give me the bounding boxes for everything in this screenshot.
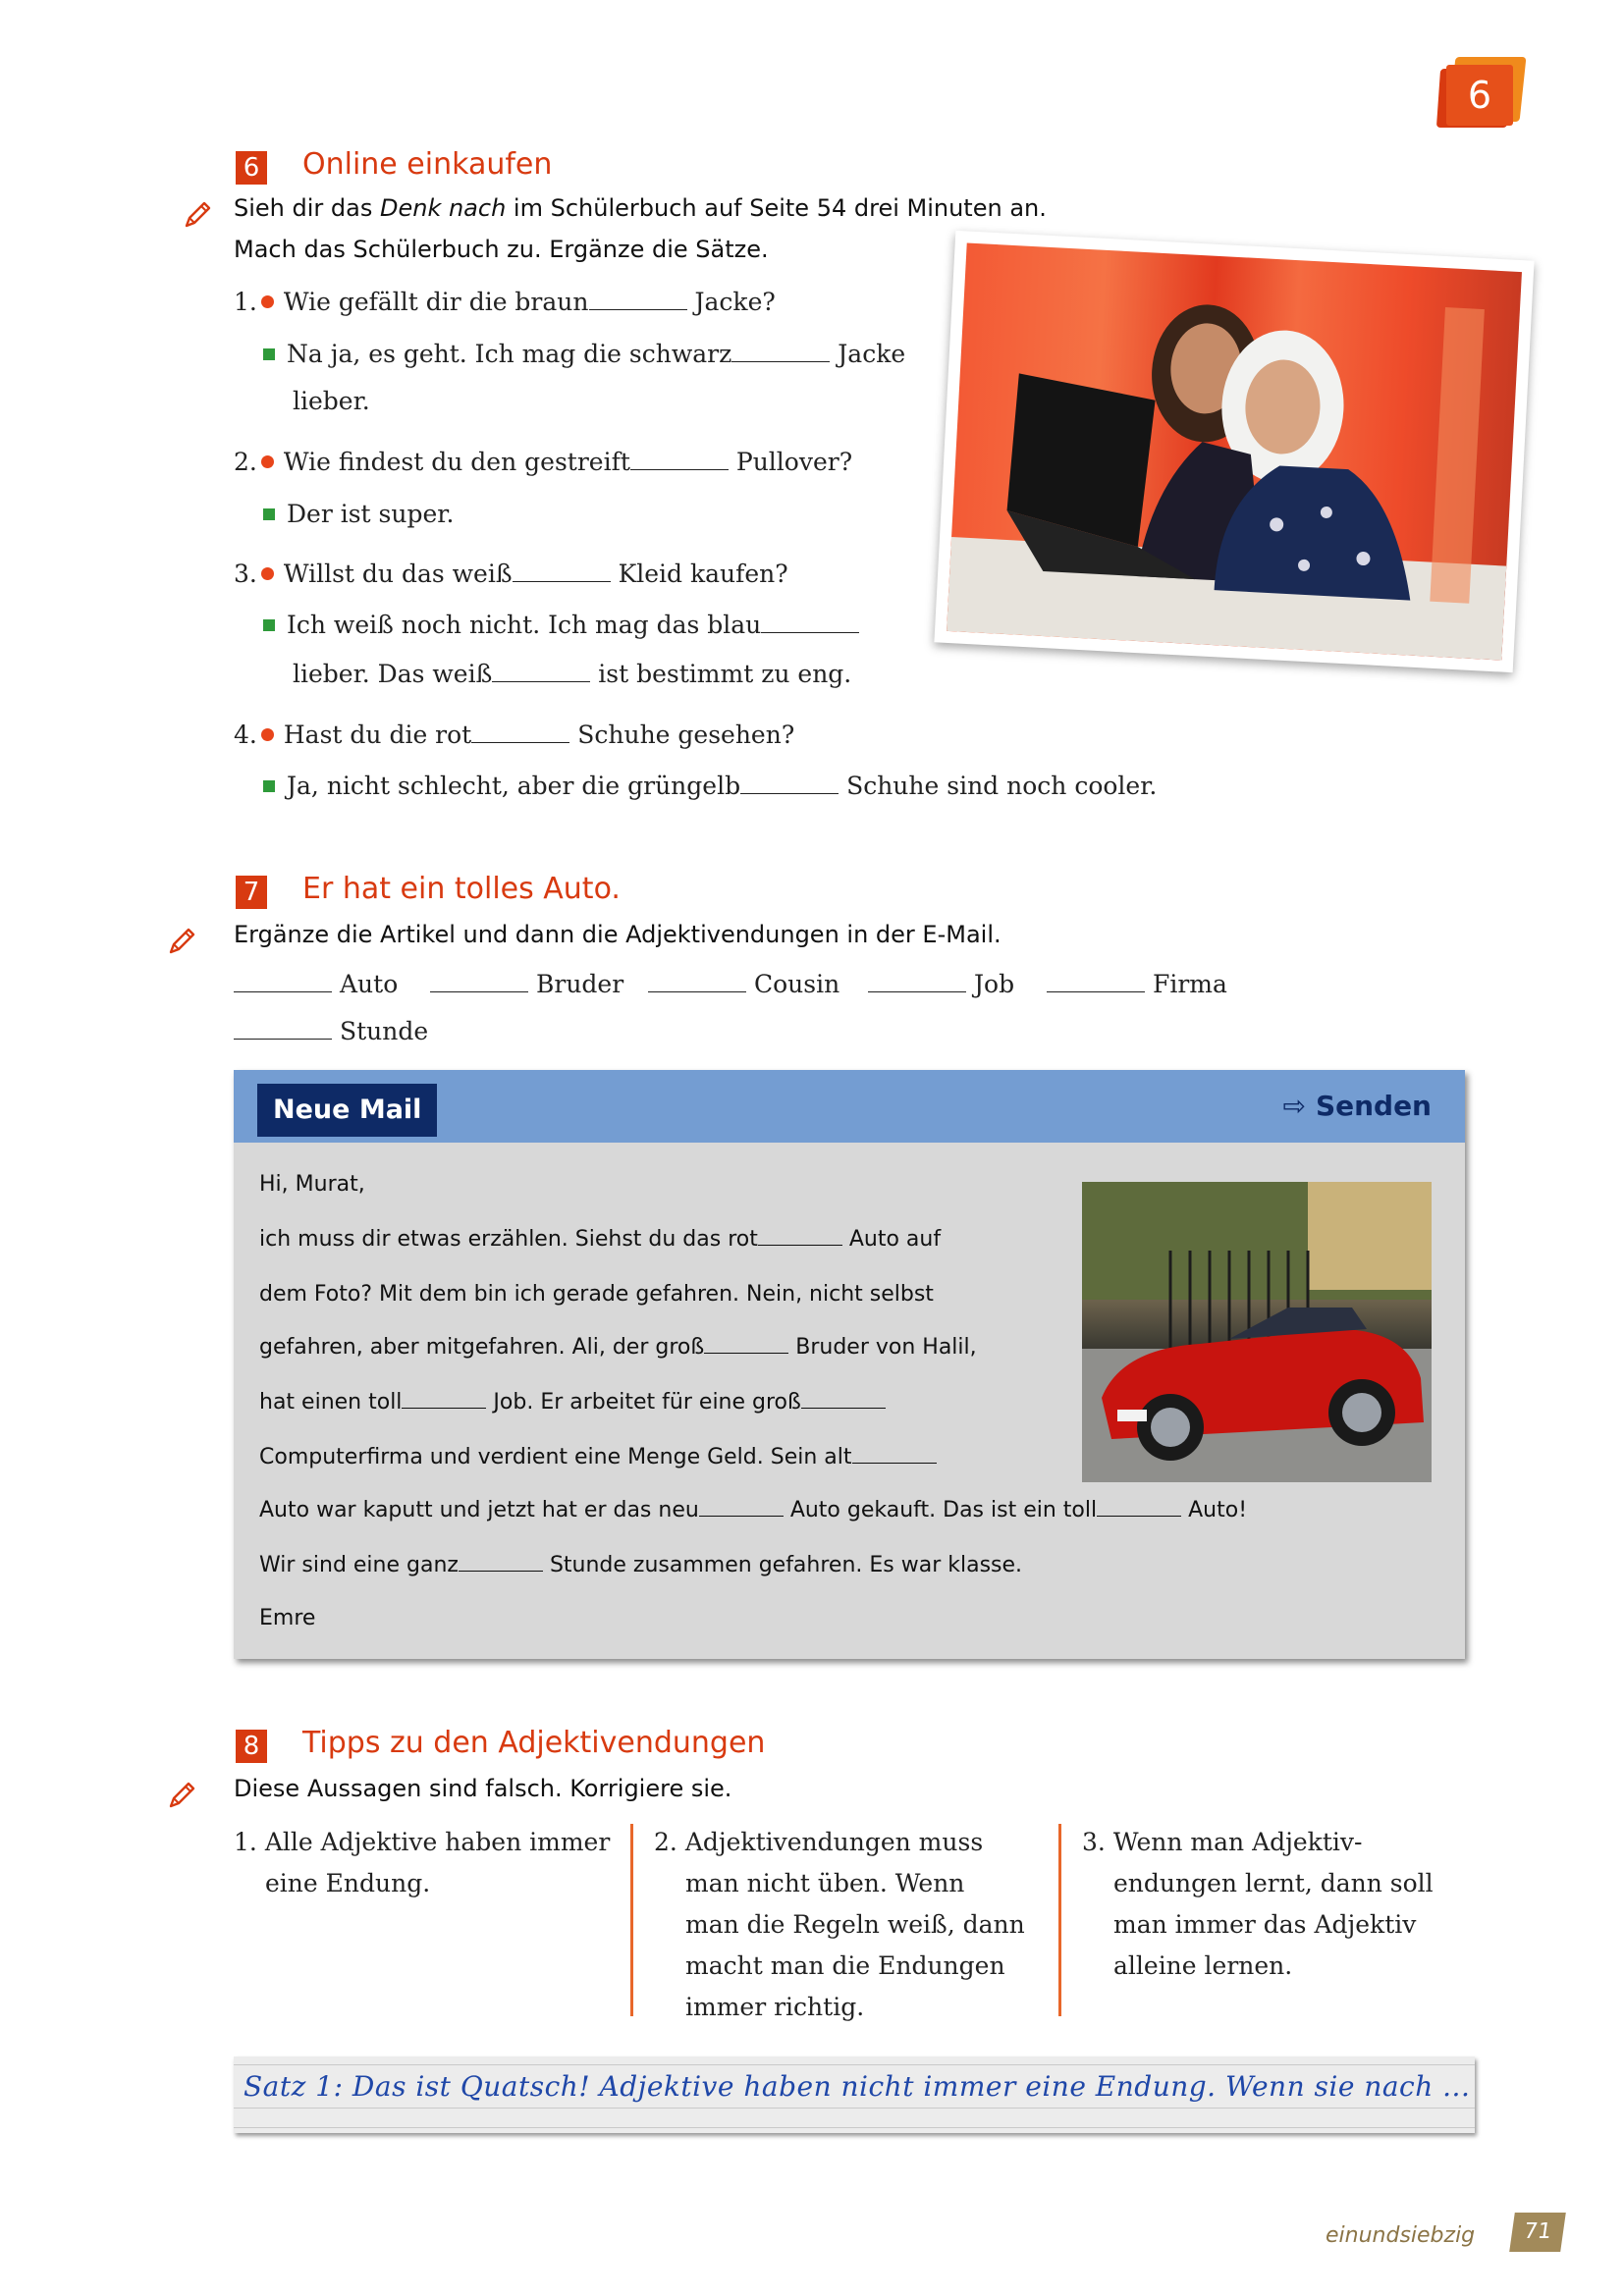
word-label: Stunde (340, 1017, 429, 1045)
blank-field[interactable] (761, 614, 859, 633)
blank-field[interactable] (731, 344, 830, 362)
section-8-number: 8 (236, 1730, 267, 1763)
answer-text: lieber. (293, 387, 370, 415)
email-signature: Emre (259, 1606, 316, 1630)
item-number: 2. (654, 1828, 677, 1856)
notebook-example-strip (234, 2056, 1475, 2133)
photo-illustration (947, 242, 1522, 660)
dialogue-question-2 (234, 448, 852, 476)
question-text: Jacke? (694, 288, 776, 316)
blank-field[interactable] (1097, 1502, 1181, 1517)
tip-text: man die Regeln weiß, dann (685, 1910, 1025, 1939)
handwritten-example: Satz 1: Das ist Quatsch! Adjektive haben nicht immer eine Endung. Wenn sie nach ... (244, 2070, 1471, 2103)
item-number: 1. (234, 1828, 257, 1856)
email-text: Wir sind eine ganz (259, 1553, 459, 1577)
tip-text: endungen lernt, dann soll (1113, 1869, 1434, 1897)
dialogue-question-1 (234, 288, 776, 316)
item-number: 4. (234, 721, 257, 749)
blank-field[interactable] (459, 1557, 543, 1572)
email-text: ich muss dir etwas erzählen. Siehst du das rot (259, 1227, 758, 1252)
section-7-instruction: Ergänze die Artikel und dann die Adjektivendungen in der E-Mail. (234, 921, 1001, 948)
email-title: Neue Mail (257, 1084, 437, 1137)
email-text: Auto war kaputt und jetzt hat er das neu (259, 1498, 699, 1522)
column-divider (630, 1824, 633, 2016)
email-text: Auto auf (848, 1227, 942, 1252)
pencil-icon (165, 1779, 198, 1812)
article-item-job (868, 970, 1014, 998)
blank-field[interactable] (1047, 974, 1145, 992)
tip-3 (1082, 1822, 1434, 1987)
chapter-number: 6 (1467, 74, 1492, 117)
question-text: Schuhe gesehen? (577, 721, 795, 749)
tip-text: macht man die Endungen (685, 1951, 1005, 1980)
item-number: 3. (234, 560, 257, 588)
question-text: Willst du das weiß (283, 560, 513, 588)
article-item-auto (234, 970, 398, 998)
email-text: Auto! (1188, 1498, 1248, 1522)
page-word: einundsiebzig (1326, 2223, 1476, 2248)
tip-text: man nicht üben. Wenn (685, 1869, 965, 1897)
section-6-instruction (234, 194, 1047, 222)
email-text: Stunde zusammen gefahren. Es war klasse. (549, 1553, 1023, 1577)
tip-text: Adjektivendungen muss (684, 1828, 984, 1856)
speaker-dot-icon (261, 567, 274, 580)
email-line (259, 1390, 886, 1415)
word-label: Cousin (754, 970, 840, 998)
word-label: Job (974, 970, 1015, 998)
blank-field[interactable] (758, 1231, 842, 1246)
photo-girls-laptop (934, 231, 1534, 672)
dialogue-question-3 (234, 560, 788, 588)
question-text: Wie findest du den gestreift (283, 448, 630, 476)
word-label: Firma (1153, 970, 1227, 998)
section-8-title: Tipps zu den Adjektivendungen (302, 1726, 766, 1760)
send-button[interactable] (1282, 1090, 1432, 1122)
email-line (259, 1335, 977, 1360)
instruction-text: im Schülerbuch auf Seite 54 drei Minuten an. (506, 194, 1047, 222)
blank-field[interactable] (801, 1394, 886, 1409)
pencil-icon (165, 925, 198, 958)
blank-field[interactable] (868, 974, 966, 992)
email-text: hat einen toll (259, 1390, 403, 1415)
send-label: Senden (1315, 1090, 1432, 1122)
column-divider (1058, 1824, 1061, 2016)
blank-field[interactable] (699, 1502, 784, 1517)
section-6-title: Online einkaufen (302, 147, 553, 182)
photo-red-car (1082, 1182, 1432, 1482)
question-text: Pullover? (735, 448, 853, 476)
email-header (234, 1070, 1465, 1143)
blank-field[interactable] (513, 563, 611, 582)
ruled-line (234, 2064, 1475, 2065)
email-line: dem Foto? Mit dem bin ich gerade gefahren. Nein, nicht selbst (259, 1282, 934, 1307)
car-illustration (1082, 1182, 1432, 1482)
email-text: gefahren, aber mitgefahren. Ali, der groß (259, 1335, 705, 1360)
email-line (259, 1227, 941, 1252)
instruction-text: Sieh dir das (234, 194, 380, 222)
instruction-emphasis: Denk nach (379, 194, 507, 222)
item-number: 2. (234, 448, 257, 476)
dialogue-answer-3 (263, 611, 867, 639)
blank-field[interactable] (234, 974, 332, 992)
question-text: Wie gefällt dir die braun (283, 288, 589, 316)
answer-text: Der ist super. (287, 500, 455, 528)
speaker-dot-icon (261, 295, 274, 308)
section-6-instruction-2: Mach das Schülerbuch zu. Ergänze die Sätze. (234, 236, 769, 263)
blank-field[interactable] (402, 1394, 486, 1409)
speaker-square-icon (263, 508, 275, 520)
arrow-right-icon: ⇨ (1282, 1090, 1306, 1122)
blank-field[interactable] (430, 974, 528, 992)
speaker-dot-icon (261, 728, 274, 741)
tip-text: Alle Adjektive haben immer (264, 1828, 611, 1856)
item-number: 1. (234, 288, 257, 316)
email-text: Auto gekauft. Das ist ein toll (789, 1498, 1098, 1522)
dialogue-question-4 (234, 721, 794, 749)
tip-text: immer richtig. (685, 1993, 865, 2021)
email-line (259, 1553, 1022, 1577)
email-line (259, 1445, 937, 1469)
word-label: Auto (340, 970, 399, 998)
answer-text: Jacke (838, 340, 906, 368)
speaker-square-icon (263, 619, 275, 631)
section-7-title: Er hat ein tolles Auto. (302, 872, 621, 906)
article-item-bruder (430, 970, 623, 998)
answer-text: lieber. Das weiß (293, 660, 493, 688)
tip-1 (234, 1822, 610, 1904)
section-7-number: 7 (236, 876, 267, 909)
answer-text: Ja, nicht schlecht, aber die grüngelb (287, 772, 741, 800)
blank-field[interactable] (704, 1339, 788, 1354)
tip-text: man immer das Adjektiv (1113, 1910, 1417, 1939)
email-text: Computerfirma und verdient eine Menge Geld. Sein alt (259, 1445, 852, 1469)
blank-field[interactable] (589, 292, 687, 310)
section-6-number: 6 (236, 151, 267, 185)
section-8-instruction: Diese Aussagen sind falsch. Korrigiere sie. (234, 1775, 732, 1802)
blank-field[interactable] (492, 664, 590, 682)
blank-field[interactable] (740, 775, 839, 794)
article-item-stunde (234, 1017, 428, 1045)
answer-text: Schuhe sind noch cooler. (846, 772, 1158, 800)
word-label: Bruder (536, 970, 624, 998)
dialogue-answer-2 (263, 500, 454, 528)
answer-text: Na ja, es geht. Ich mag die schwarz (287, 340, 732, 368)
blank-field[interactable] (234, 1021, 332, 1040)
tip-text: alleine lernen. (1113, 1951, 1293, 1980)
ruled-line (234, 2127, 1475, 2128)
question-text: Hast du die rot (283, 721, 472, 749)
page-number: 71 (1509, 2213, 1566, 2252)
pencil-icon (181, 198, 214, 232)
speaker-square-icon (263, 348, 275, 360)
email-text: Bruder von Halil, (795, 1335, 977, 1360)
blank-field[interactable] (630, 452, 729, 470)
dialogue-answer-1 (263, 340, 905, 368)
item-number: 3. (1082, 1828, 1106, 1856)
article-item-firma (1047, 970, 1227, 998)
ruled-line (234, 2108, 1475, 2109)
dialogue-answer-4 (263, 772, 1157, 800)
speaker-square-icon (263, 780, 275, 792)
email-text: Job. Er arbeitet für eine groß (493, 1390, 801, 1415)
article-item-cousin (648, 970, 839, 998)
email-line (259, 1498, 1247, 1522)
email-line: Hi, Murat, (259, 1172, 365, 1197)
blank-field[interactable] (648, 974, 746, 992)
answer-text: Ich weiß noch nicht. Ich mag das blau (287, 611, 762, 639)
question-text: Kleid kaufen? (618, 560, 788, 588)
chapter-badge (1438, 57, 1527, 128)
speaker-dot-icon (261, 455, 274, 468)
tip-text: Wenn man Adjektiv- (1112, 1828, 1363, 1856)
blank-field[interactable] (852, 1449, 937, 1464)
tip-text: eine Endung. (265, 1869, 431, 1897)
blank-field[interactable] (471, 724, 569, 743)
tip-2 (654, 1822, 1025, 2028)
dialogue-answer-3-cont (293, 660, 851, 688)
answer-text: ist bestimmt zu eng. (598, 660, 852, 688)
